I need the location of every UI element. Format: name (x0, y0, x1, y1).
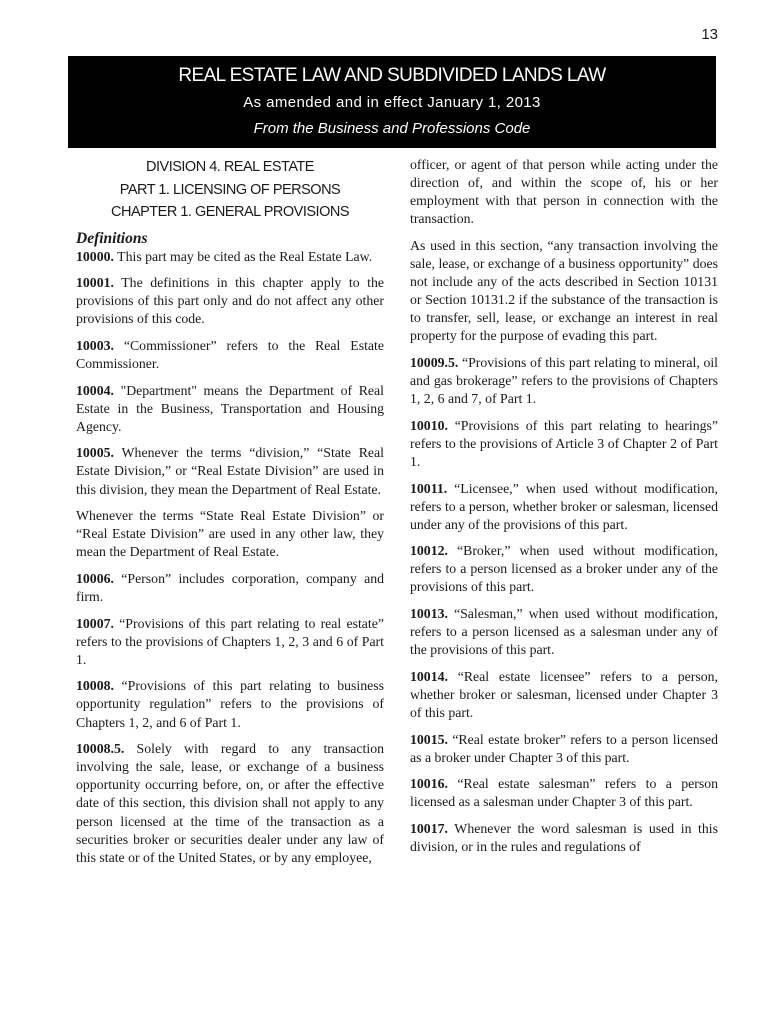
section-number: 10011. (410, 480, 448, 496)
section-number: 10007. (76, 615, 114, 631)
section-text: “Provisions of this part relating to real estate” refers to the provisions of Chapters 1, 2, 3 and 6 of Part 1. (76, 615, 384, 667)
section-text: Solely with regard to any transaction involving the sale, lease, or exchange of a business opportunity occurring before, on, or after the effective date of this section, this division shall not apply to any person licensed at the time of the transaction as a securities broker or securities dealer under any law of this state or of the United States, or by any employee, (76, 741, 384, 865)
section-text: “Real estate licensee” refers to a person, whether broker or salesman, licensed under Chapter 3 of this part. (410, 668, 718, 721)
document-title: REAL ESTATE LAW AND SUBDIVIDED LANDS LAW (178, 65, 606, 86)
section-number: 10010. (410, 417, 448, 433)
left-column (76, 156, 384, 875)
section-text: “Provisions of this part relating to business opportunity regulation” refers to the provisions of Chapters 1, 2, and 6 of Part 1. (76, 678, 384, 730)
division-heading: DIVISION 4. REAL ESTATE (146, 159, 314, 175)
section-text: Whenever the terms “division,” “State Real Estate Division,” or “Real Estate Division” are used in this division, they mean the Department of Real Estate. (76, 445, 384, 497)
statute-paragraph (76, 274, 384, 328)
section-text: Whenever the terms “State Real Estate Division” or “Real Estate Division” are used in any other law, they mean the Department of Real Estate. (76, 508, 384, 560)
section-number: 10009.5. (410, 354, 459, 370)
section-text: “Licensee,” when used without modification, refers to a person, whether broker or salesman, licensed under any of the provisions of this part. (410, 480, 718, 532)
section-number: 10003. (76, 337, 114, 353)
statute-paragraph (410, 605, 718, 659)
section-text: “Salesman,” when used without modification, refers to a person licensed as a salesman under any of the provisions of this part. (410, 606, 719, 658)
statute-paragraph (76, 615, 384, 669)
chapter-heading: CHAPTER 1. GENERAL PROVISIONS (111, 204, 349, 220)
section-number: 10017. (410, 821, 448, 836)
left-column-body (76, 248, 384, 867)
statute-paragraph (410, 417, 718, 471)
statute-paragraph (410, 542, 718, 596)
statute-paragraph (76, 248, 384, 266)
section-number: 10016. (410, 776, 448, 792)
section-text: “Real estate salesman” refers to a person licensed as a salesman under Chapter 3 of this part. (410, 776, 718, 810)
statute-paragraph (76, 740, 384, 867)
section-number: 10015. (410, 731, 448, 747)
title-banner (68, 56, 716, 148)
section-number: 10008. (76, 678, 114, 694)
section-number: 10012. (410, 543, 448, 559)
section-number: 10014. (410, 668, 448, 684)
statute-paragraph (76, 570, 384, 606)
statute-paragraph (76, 507, 384, 561)
section-number: 10006. (76, 570, 114, 586)
section-text: Whenever the word salesman is used in this division, or in the rules and regulations of (410, 821, 718, 855)
section-text: “Provisions of this part relating to hearings” refers to the provisions of Article 3 of Chapter 2 of Part 1. (410, 417, 719, 469)
section-text: This part may be cited as the Real Estate Law. (117, 248, 373, 264)
section-text: “Commissioner” refers to the Real Estate Commissioner. (76, 337, 384, 371)
section-number: 10008.5. (76, 741, 125, 757)
statute-paragraph (410, 820, 718, 856)
statute-paragraph (410, 354, 718, 408)
statute-paragraph (410, 480, 718, 534)
document-source: From the Business and Professions Code (253, 120, 531, 137)
statute-paragraph (410, 775, 718, 811)
statute-paragraph (410, 237, 718, 346)
section-number: 10000. (76, 248, 114, 264)
section-text: “Provisions of this part relating to mineral, oil and gas brokerage” refers to the provisions of Chapters 1, 2, 6 and 7, of Part 1. (410, 354, 719, 407)
section-text: “Person” includes corporation, company and firm. (76, 570, 384, 604)
statute-paragraph (76, 337, 384, 373)
statute-paragraph (410, 156, 718, 228)
right-column (410, 156, 718, 865)
section-number: 10004. (76, 382, 114, 398)
section-text: As used in this section, “any transaction involving the sale, lease, or exchange of a business opportunity” does not include any of the acts described in Section 10131 or Section 10131.2 if the substance of the transaction is to transfer, sell, lease, or exchange an interest in real property for the purpose of evading this part. (410, 237, 718, 344)
right-column-body (410, 156, 718, 856)
section-number: 10013. (410, 606, 448, 622)
section-text: The definitions in this chapter apply to the provisions of this part only and do not affect any other provisions of this code. (76, 275, 385, 327)
statute-paragraph (410, 668, 718, 722)
document-subtitle: As amended and in effect January 1, 2013 (243, 94, 541, 111)
page-number: 13 (701, 26, 718, 43)
section-text: “Broker,” when used without modification, refers to a person licensed as a broker under any of the provisions of this part. (410, 543, 718, 595)
statute-paragraph (76, 444, 384, 498)
section-number: 10005. (76, 445, 114, 461)
section-text: officer, or agent of that person while acting under the direction of, and within the scope of, his or her employment with that person in connection with the transaction. (410, 157, 718, 227)
part-heading: PART 1. LICENSING OF PERSONS (119, 181, 341, 198)
definitions-heading: Definitions (76, 229, 148, 247)
section-headings (76, 156, 384, 224)
statute-paragraph (410, 731, 718, 767)
statute-paragraph (76, 677, 384, 731)
section-text: "Department" means the Department of Real Estate in the Business, Transportation and Housing Agency. (76, 382, 384, 434)
statute-paragraph (76, 382, 384, 436)
section-number: 10001. (76, 275, 114, 291)
section-text: “Real estate broker” refers to a person licensed as a broker under Chapter 3 of this part. (410, 731, 718, 765)
